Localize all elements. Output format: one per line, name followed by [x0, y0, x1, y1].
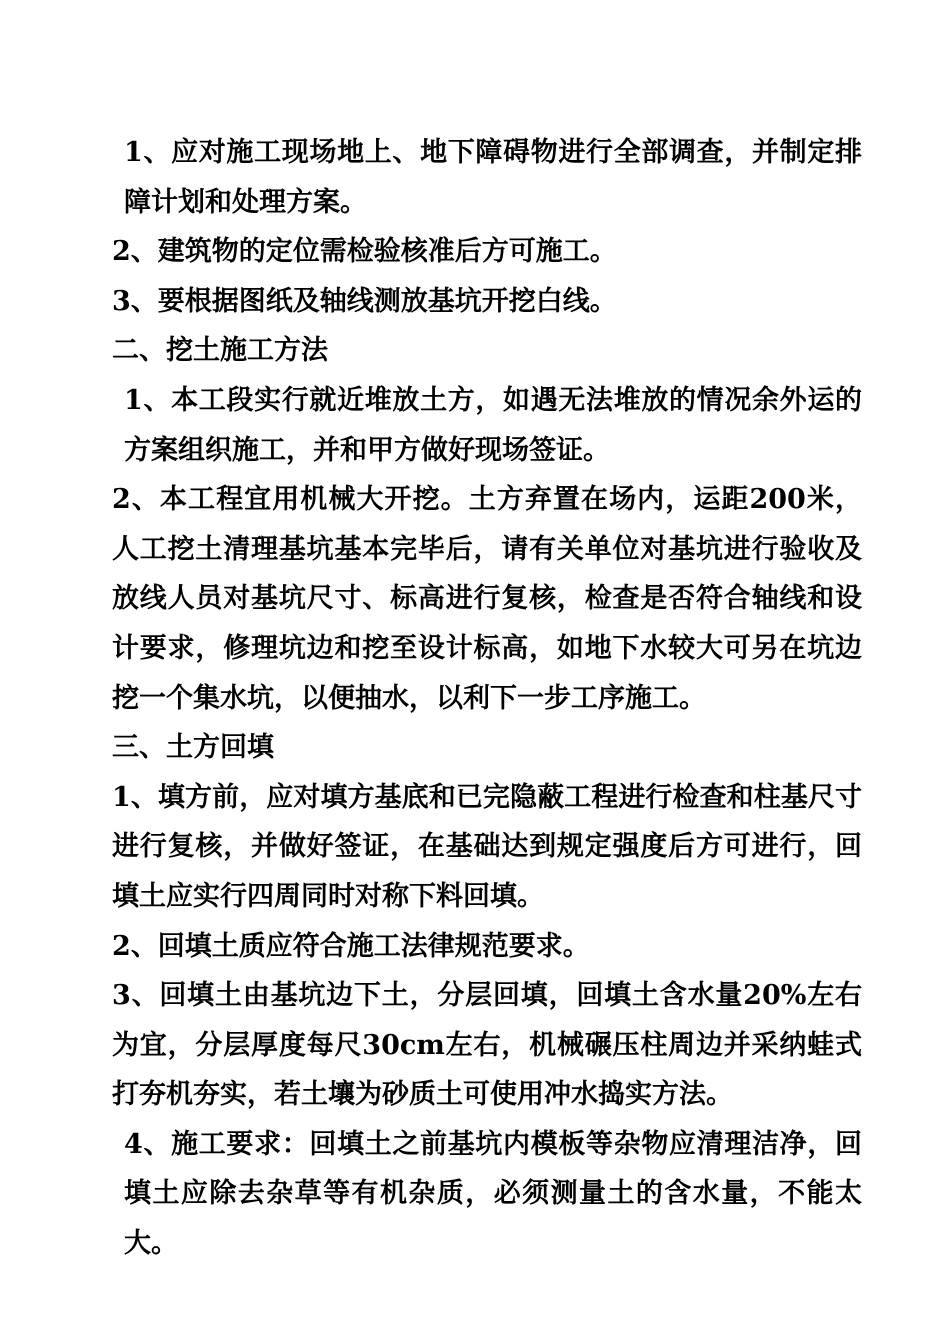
paragraph-building-positioning: 2、建筑物的定位需检验核准后方可施工。: [112, 236, 617, 268]
paragraph-excavation-lines: 3、要根据图纸及轴线测放基坑开挖白线。: [112, 285, 617, 317]
paragraph-soil-stockpile: 1、本工段实行就近堆放土方，如遇无法堆放的情况余外运的方案组织施工，并和甲方做好现场签证。: [124, 384, 862, 466]
section-heading-backfill: 三、土方回填: [112, 732, 274, 764]
paragraph-fill-quality: 2、回填土质应符合施工法律规范要求。: [112, 930, 590, 962]
paragraph-obstacle-survey: 1、应对施工现场地上、地下障碍物进行全部调查，并制定排障计划和处理方案。: [124, 137, 862, 218]
paragraph-pre-fill-inspection: 1、填方前，应对填方基底和已完隐蔽工程进行检查和柱基尺寸进行复核，并做好签证，在基础达到规定强度后方可进行，回填土应实行四周同时对称下料回填。: [112, 781, 862, 912]
document-body: [112, 128, 862, 1269]
paragraph-construction-requirements: 4、施工要求：回填土之前基坑内模板等杂物应清理洁净，回填土应除去杂草等有机杂质，必须测量土的含水量，不能太大。: [124, 1128, 862, 1260]
section-heading-excavation-method: 二、挖土施工方法: [112, 335, 328, 367]
paragraph-mechanical-excavation: 2、本工程宜用机械大开挖。土方弃置在场内，运距200米，人工挖土清理基坑基本完毕后，请有关单位对基坑进行验收及放线人员对基坑尺寸、标高进行复核，检查是否符合轴线和设计要求，修理坑边和挖至设计标高，如地下水较大可另在坑边挖一个集水坑，以便抽水，以利下一步工序施工。: [112, 484, 862, 714]
paragraph-layered-backfill: 3、回填土由基坑边下土，分层回填，回填土含水量20%左右为宜，分层厚度每尺30cm左右，机械碾压柱周边并采纳蛙式打夯机夯实，若土壤为砂质土可使用冲水捣实方法。: [112, 980, 862, 1111]
